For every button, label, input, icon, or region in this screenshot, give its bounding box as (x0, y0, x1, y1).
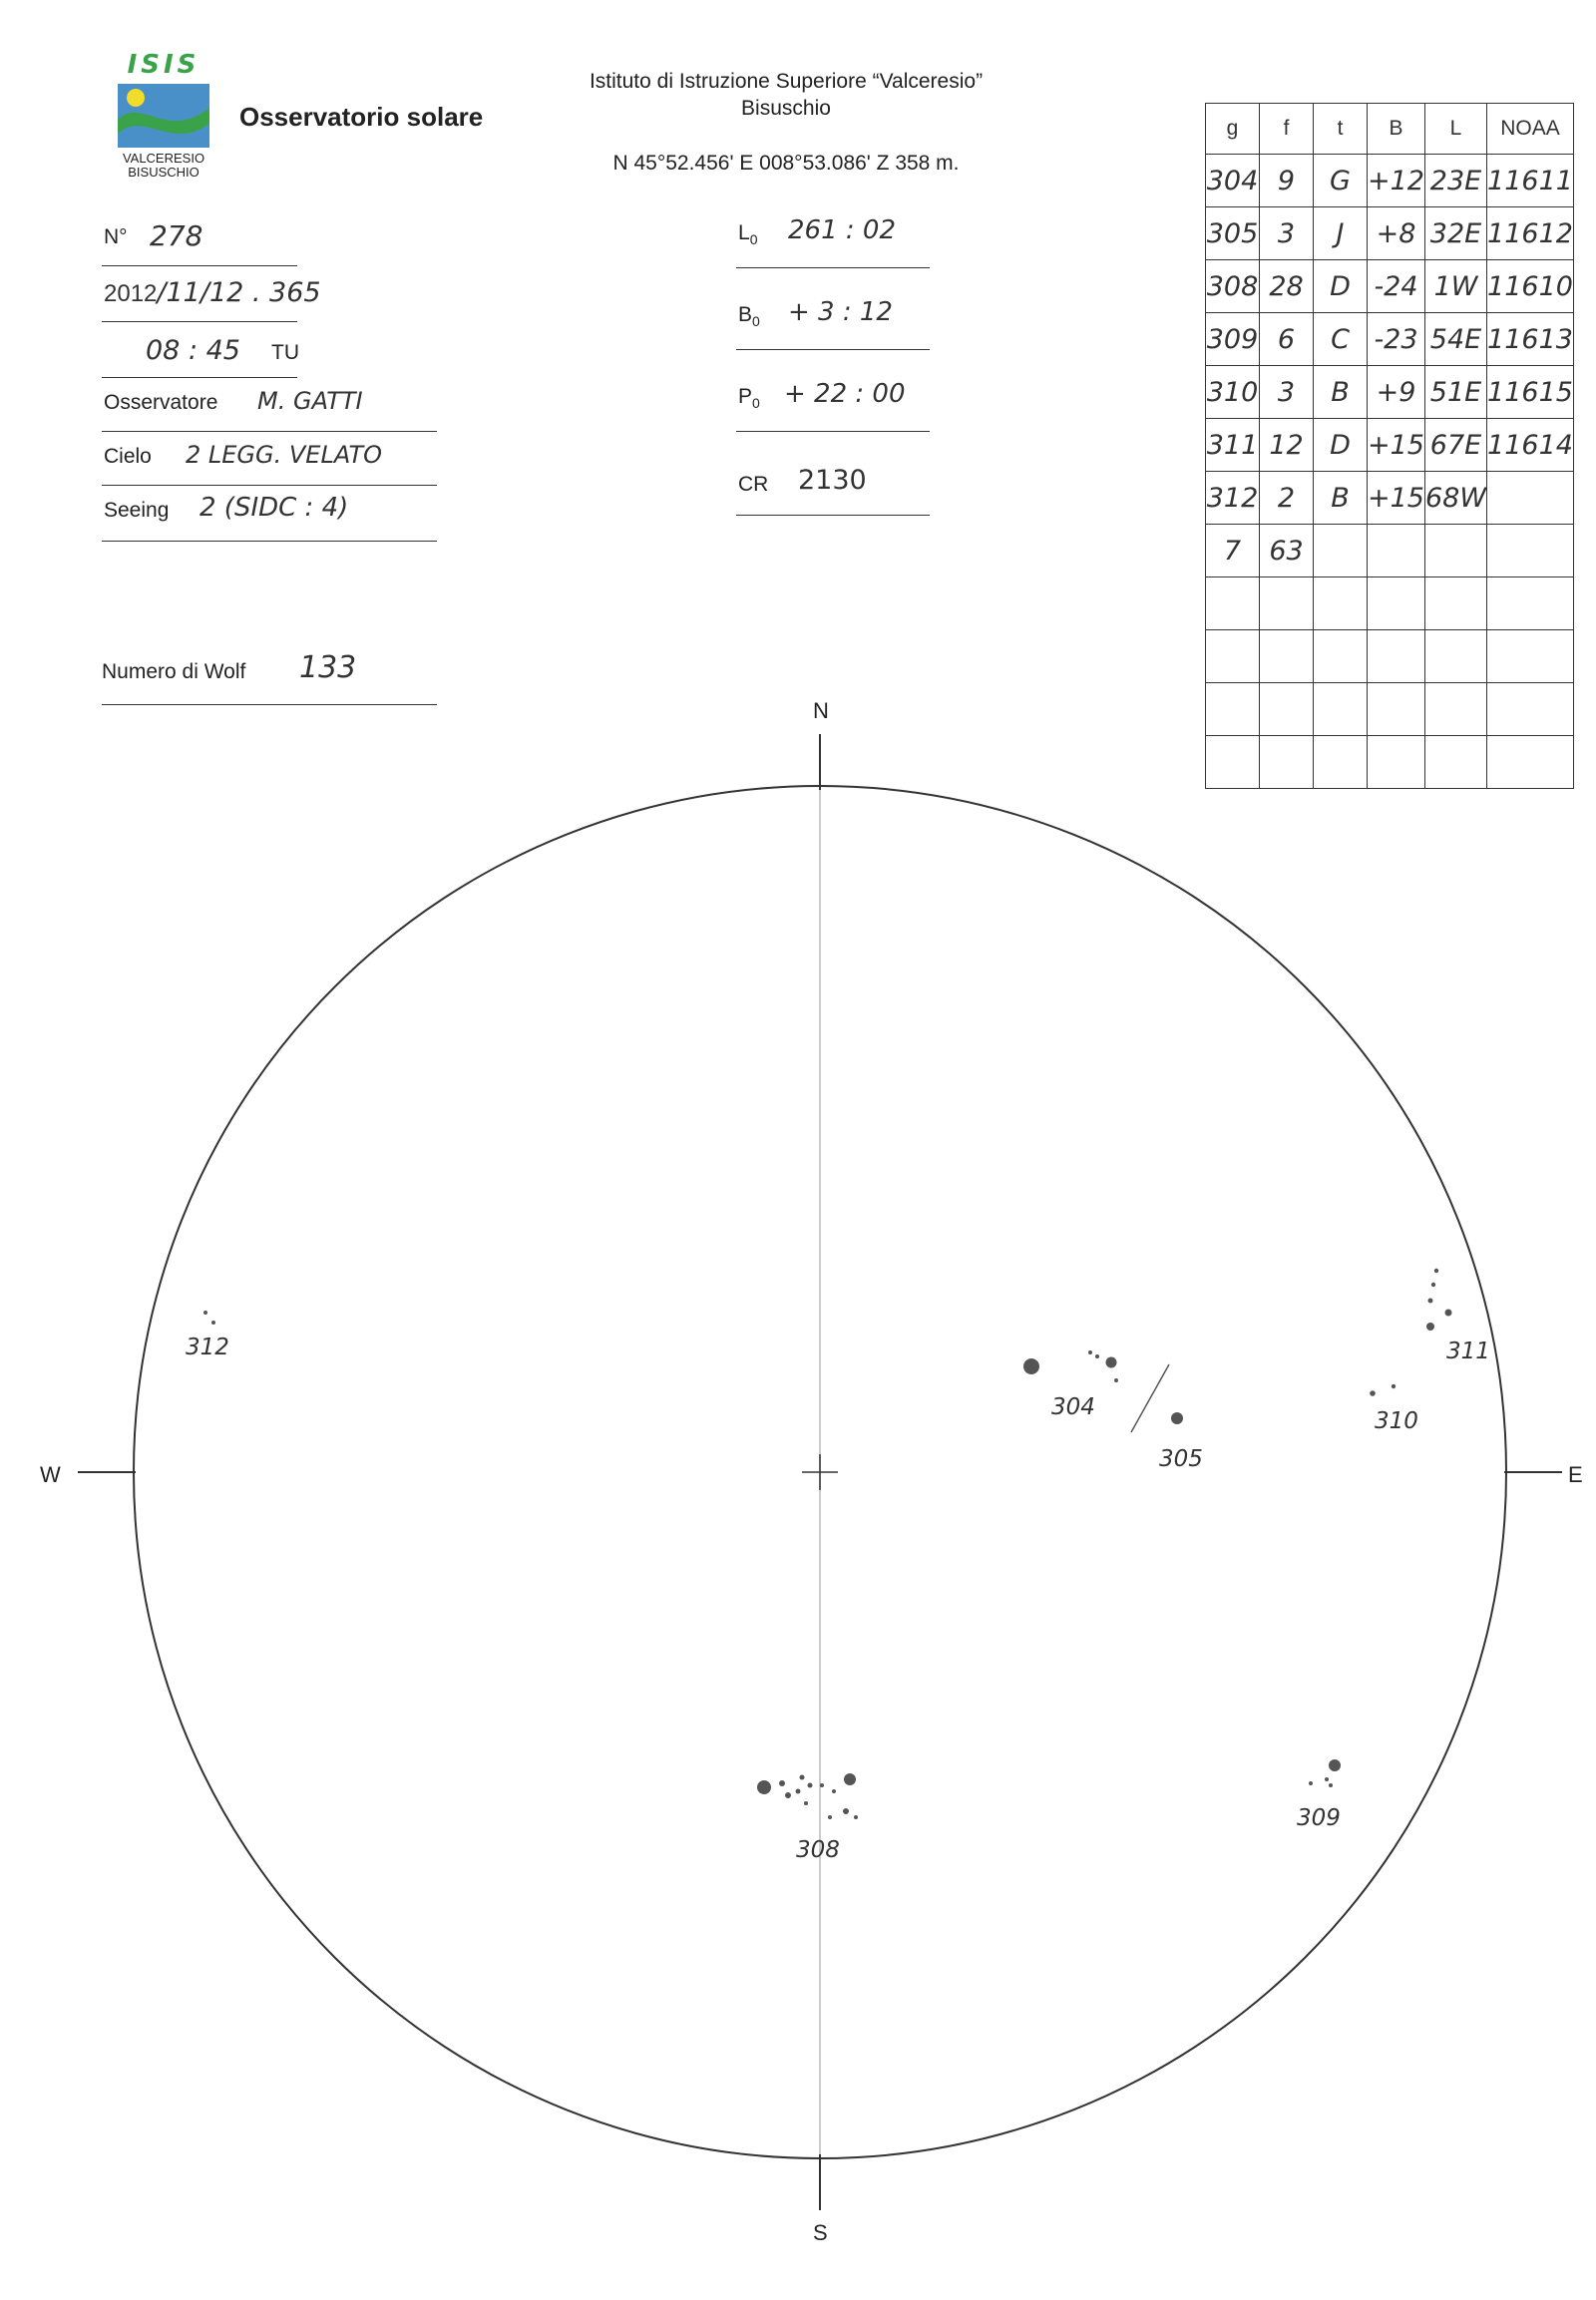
table-header-5: NOAA (1487, 104, 1574, 155)
sky-value: 2 LEGG. VELATO (186, 441, 383, 469)
p0-letter: P (738, 385, 753, 408)
table-header-0: g (1206, 104, 1260, 155)
observatory-coordinates: N 45°52.456' E 008°53.086' Z 358 m. (612, 152, 960, 175)
observer-value: M. GATTI (257, 387, 363, 415)
observatory-title: Osservatorio solare (239, 102, 484, 132)
p0-sub: 0 (752, 395, 760, 412)
table-cell: 54E (1424, 313, 1486, 366)
group-label-311: 311 (1446, 1339, 1490, 1364)
table-cell: 311 (1206, 419, 1260, 472)
group-label-308: 308 (796, 1837, 840, 1863)
table-cell: -23 (1368, 313, 1425, 366)
b0-sub: 0 (752, 313, 760, 330)
north-label: N (813, 698, 829, 723)
table-cell: +9 (1368, 366, 1425, 419)
table-cell: +15 (1368, 472, 1425, 525)
sunspot-group-305 (1171, 1412, 1183, 1424)
l0-value: 261 : 02 (788, 215, 896, 245)
sunspot-group-312 (203, 1311, 215, 1325)
time-unit: TU (271, 341, 299, 364)
table-cell: 23E (1424, 155, 1486, 207)
number-label: N° (104, 225, 128, 248)
table-cell: +15 (1368, 419, 1425, 472)
table-cell: -24 (1368, 260, 1425, 313)
group-label-305: 305 (1159, 1446, 1203, 1472)
table-cell: 310 (1206, 366, 1260, 419)
table-header-2: t (1314, 104, 1368, 155)
sunspot-group-310 (1370, 1384, 1396, 1396)
cr-value: 2130 (798, 465, 867, 496)
wolf-value: 133 (299, 650, 357, 685)
table-cell: B (1314, 366, 1368, 419)
table-cell: 3 (1260, 366, 1314, 419)
table-cell: 51E (1424, 366, 1486, 419)
institute-name: Istituto di Istruzione Superiore “Valceresio” (589, 70, 984, 93)
table-cell: 11611 (1487, 155, 1574, 207)
table-cell: 63 (1260, 525, 1314, 577)
table-header-3: B (1368, 104, 1425, 155)
table-cell: 11615 (1487, 366, 1574, 419)
observer-label: Osservatore (104, 391, 218, 414)
table-cell: D (1314, 419, 1368, 472)
l0-letter: L (738, 221, 750, 244)
table-cell: 3 (1260, 207, 1314, 260)
west-label: W (40, 1462, 61, 1487)
table-cell: 2 (1260, 472, 1314, 525)
table-cell: 305 (1206, 207, 1260, 260)
seeing-value: 2 (SIDC : 4) (200, 493, 349, 523)
table-cell: 11610 (1487, 260, 1574, 313)
group-label-312: 312 (186, 1335, 229, 1360)
b0-letter: B (738, 303, 753, 326)
cr-label: CR (738, 473, 769, 496)
table-cell: C (1314, 313, 1368, 366)
table-cell: 11613 (1487, 313, 1574, 366)
table-cell: +12 (1368, 155, 1425, 207)
group-label-310: 310 (1375, 1408, 1418, 1434)
table-cell: 1W (1424, 260, 1486, 313)
table-cell: B (1314, 472, 1368, 525)
time-value: 08 : 45 (146, 335, 240, 366)
sunspot-group-304 (1023, 1350, 1118, 1382)
sunspot-group-309 (1309, 1759, 1341, 1787)
table-cell: 28 (1260, 260, 1314, 313)
l0-sub: 0 (749, 231, 758, 248)
number-value: 278 (150, 219, 203, 252)
logo-caption-2: BISUSCHIO (128, 165, 200, 180)
table-cell: 32E (1424, 207, 1486, 260)
logo-wordmark: ISIS (127, 50, 200, 80)
table-cell: 67E (1424, 419, 1486, 472)
south-label: S (813, 2220, 828, 2245)
group-304-305-divider (1131, 1364, 1169, 1432)
table-cell: 7 (1206, 525, 1260, 577)
sunspot-group-311 (1426, 1269, 1452, 1331)
sky-label: Cielo (104, 445, 152, 468)
table-cell: 11612 (1487, 207, 1574, 260)
group-label-309: 309 (1297, 1805, 1341, 1831)
group-label-304: 304 (1051, 1394, 1095, 1420)
table-cell: D (1314, 260, 1368, 313)
table-cell: +8 (1368, 207, 1425, 260)
institute-town: Bisuschio (741, 97, 831, 120)
table-cell: 9 (1260, 155, 1314, 207)
table-header-1: f (1260, 104, 1314, 155)
table-header-4: L (1424, 104, 1486, 155)
table-cell: J (1314, 207, 1368, 260)
table-cell: 11614 (1487, 419, 1574, 472)
east-label: E (1568, 1462, 1583, 1487)
logo-caption-1: VALCERESIO (122, 151, 205, 166)
sunspot-group-308 (757, 1773, 858, 1819)
table-cell: 308 (1206, 260, 1260, 313)
table-cell: 6 (1260, 313, 1314, 366)
wolf-label: Numero di Wolf (102, 660, 246, 683)
table-cell: 12 (1260, 419, 1314, 472)
date-year: 2012 (104, 280, 158, 307)
date-rest: /11/12 . 365 (157, 277, 321, 308)
b0-value: + 3 : 12 (788, 297, 893, 327)
table-cell: 68W (1424, 472, 1486, 525)
table-cell: G (1314, 155, 1368, 207)
p0-value: + 22 : 00 (784, 379, 906, 409)
table-cell: 304 (1206, 155, 1260, 207)
table-cell: 309 (1206, 313, 1260, 366)
seeing-label: Seeing (104, 499, 170, 522)
table-cell: 312 (1206, 472, 1260, 525)
